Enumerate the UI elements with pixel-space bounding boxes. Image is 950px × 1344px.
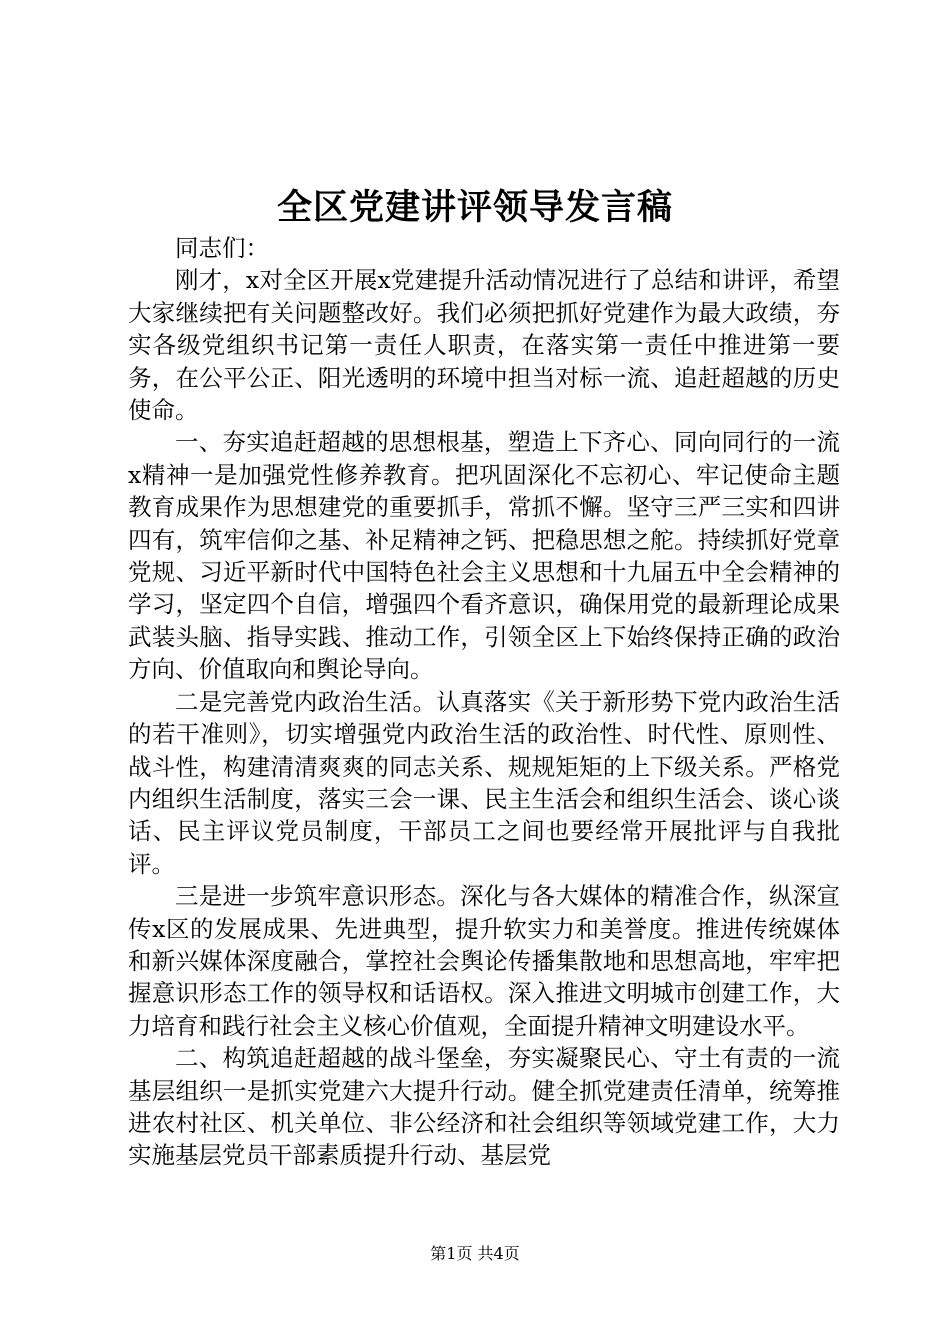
body-paragraph-1: 刚才，x对全区开展x党建提升活动情况进行了总结和讲评，希望大家继续把有关问题整改好。我们必须把抓好党建作为最大政绩，夯实各级党组织书记第一责任人职责，在落实第一责任中推进第一要务，在公平公正、阳光透明的环境中担当对标一流、追赶超越的历史使命。 [128,266,840,425]
body-paragraph-5: 二、构筑追赶超越的战斗堡垒，夯实凝聚民心、守土有责的一流基层组织一是抓实党建六大提升行动。健全抓党建责任清单，统筹推进农村社区、机关单位、非公经济和社会组织等领域党建工作，大力实施基层党员干部素质提升行动、基层党 [128,1044,840,1170]
body-paragraph-2: 一、夯实追赶超越的思想根基，塑造上下齐心、同向同行的一流x精神一是加强党性修养教育。把巩固深化不忘初心、牢记使命主题教育成果作为思想建党的重要抓手，常抓不懈。坚守三严三实和四讲四有，筑牢信仰之基、补足精神之钙、把稳思想之舵。持续抓好党章党规、习近平新时代中国特色社会主义思想和十九届五中全会精神的学习，坚定四个自信，增强四个看齐意识，确保用党的最新理论成果武装头脑、指导实践、推动工作，引领全区上下始终保持正确的政治方向、价值取向和舆论导向。 [128,428,840,684]
document-body [128,232,840,1172]
body-paragraph-4: 三是进一步筑牢意识形态。深化与各大媒体的精准合作，纵深宣传x区的发展成果、先进典型，提升软实力和美誉度。推进传统媒体和新兴媒体深度融合，掌控社会舆论传播集散地和思想高地，牢牢把握意识形态工作的领导权和话语权。深入推进文明城市创建工作，大力培育和践行社会主义核心价值观，全面提升精神文明建设水平。 [128,882,840,1040]
body-paragraph-3: 二是完善党内政治生活。认真落实《关于新形势下党内政治生活的若干准则》，切实增强党内政治生活的政治性、时代性、原则性、战斗性，构建清清爽爽的同志关系、规规矩矩的上下级关系。严格党内组织生活制度，落实三会一课、民主生活会和组织生活会、谈心谈话、民主评议党员制度，干部员工之间也要经常开展批评与自我批评。 [128,687,840,878]
greeting-line: 同志们： [175,234,269,262]
page-number-footer: 第1页 共4页 [430,1244,520,1263]
document-title: 全区党建讲评领导发言稿 [276,187,673,228]
